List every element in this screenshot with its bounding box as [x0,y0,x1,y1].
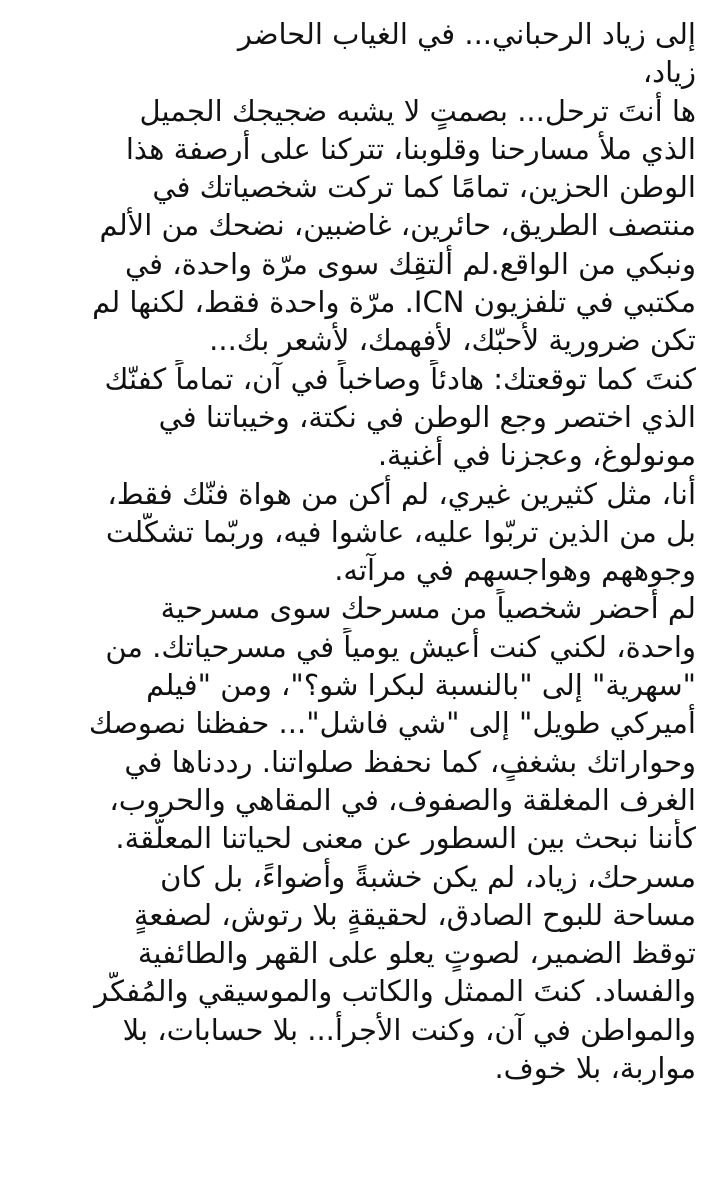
text-line: وجوههم وهواجسهم في مرآته. [334,553,696,588]
text-line: لم أحضر شخصياً من مسرحك سوى مسرحية [160,591,696,626]
text-line: الذي ملأ مسارحنا وقلوبنا، تتركنا على أرصفة هذا [125,131,696,166]
text-line-greeting: زياد، [642,55,696,90]
text-line-title: إلى زياد الرحباني... في الغياب الحاضر [237,17,696,51]
text-line: الغرف المغلقة والصفوف، في المقاهي والحروب، [109,782,696,817]
text-line: كنتَ كما توقعتك: هادئاً وصاخباً في آن، تماماً كفنّك [104,361,696,396]
text-line: مواربة، بلا خوف. [494,1051,696,1086]
text-line: مونولوغ، وعجزنا في أغنية. [377,438,696,473]
text-line: أنا، مثل كثيرين غيري، لم أكن من هواة فنّك فقط، [107,476,696,511]
text-line: بل من الذين تربّوا عليه، عاشوا فيه، وربّما تشكّلت [105,514,696,549]
text-line: كأننا نبحث بين السطور عن معنى لحياتنا المعلّقة. [115,821,696,856]
text-line: مكتبي في تلفزيون ICN. مرّة واحدة فقط، لكنها لم [92,285,696,320]
text-line: واحدة، لكني كنت أعيش يومياً في مسرحياتك. من [105,629,696,664]
text-line: ونبكي من الواقع.لم ألتقِك سوى مرّة واحدة، في [125,246,696,281]
text-line: وحواراتك بشغفٍ، كما نحفظ صلواتنا. رددناها في [124,744,696,779]
text-line: توقظ الضمير، لصوتٍ يعلو على القهر والطائفية [137,936,696,971]
text-line: منتصف الطريق، حائرين، غاضبين، نضحك من الألم [99,208,696,243]
text-line: مسرحك، زياد، لم يكن خشبةً وأضواءً، بل كان [160,859,696,894]
text-line: "سهرية" إلى "بالنسبة لبكرا شو؟"، ومن "فيلم [146,668,696,703]
text-line: ها أنتَ ترحل... بصمتٍ لا يشبه ضجيجك الجميل [139,93,696,128]
text-line: مساحة للبوح الصادق، لحقيقةٍ بلا رتوش، لصفعةٍ [133,897,696,932]
text-line: أميركي طويل" إلى "شي فاشل"... حفظنا نصوصك [88,706,696,741]
text-line: والفساد. كنتَ الممثل والكاتب والموسيقي والمُفكّر [94,974,696,1009]
text-line: الوطن الحزين، تمامًا كما تركت شخصياتك في [152,170,696,205]
text-line: الذي اختصر وجع الوطن في نكتة، وخيباتنا في [158,399,696,434]
text-line: تكن ضرورية لأُحبّك، لأفهمك، لأشعر بك... [209,323,696,358]
text-line: والمواطن في آن، وكنت الأجرأ... بلا حسابات، بلا [122,1012,696,1047]
